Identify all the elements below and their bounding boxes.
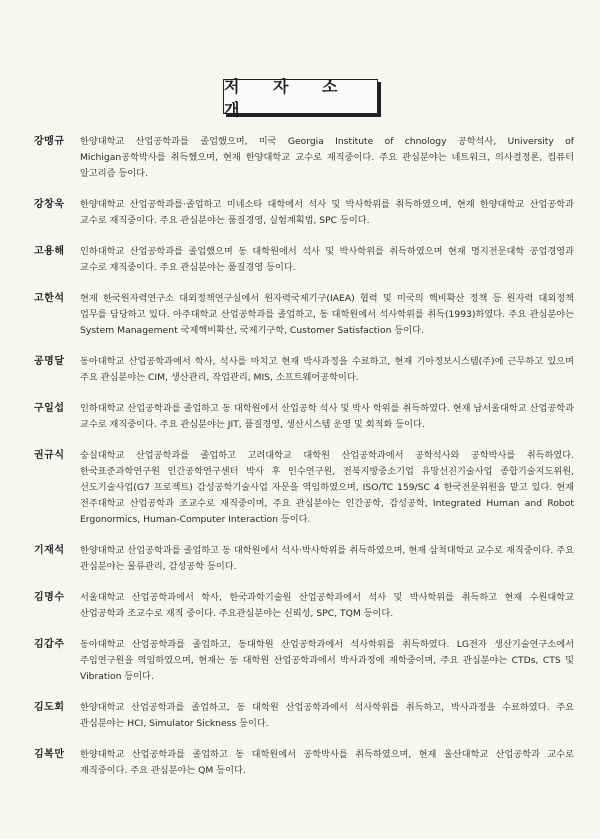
author-bio: 숭실대학교 산업공학과를 졸업하고 고려대학교 대학원 산업공학과에서 공학석사와 공학박사를 취득하였다. 한국표준과학연구원 인간공학연구센터 박사 후 인수연구원, 전북지방중소기업 유망선진기술사업 종합기술지도위원, 선도기술사업(G7 프로젝트) 감성공학기술사업 자문을 역임하였으며, ISO/TC 159/SC 4 한국전문위원을 맡고 있다. 현재 전주대학교 산업공학과 조교수로 재직중이며, 주요 관심분야는 인간공학, 감성공학, Integrated Human and Robot Ergonormics, Human-Computer Interaction 등이다. [80, 450, 574, 525]
author-name: 권규식 [34, 450, 65, 461]
author-bio: 인하대학교 산업공학과를 졸업하고 동 대학원에서 산업공학 석사 및 박사 학위를 취득하였다. 현재 남서울대학교 산업공학과 교수로 재직중이다. 주요 관심분야는 JIT, 품질경영, 생산시스템 운영 및 회적화 등이다. [80, 403, 574, 430]
author-entry [34, 448, 574, 528]
author-name: 강맹규 [34, 136, 65, 147]
author-name: 고한석 [34, 293, 65, 304]
author-name: 강창욱 [34, 199, 65, 210]
author-bio: 한양대학교 산업공학과를 졸업했으며, 미국 Georgia Institute of chnology 공학석사, University of Michigan공학박사를 취득했으며, 현재 한양대학교 교수로 재직중이다. 주요 관심분야는 네트워크, 의사결정론, 컴퓨터 알고리즘 등이다. [80, 136, 574, 179]
author-entry [34, 354, 574, 386]
author-entry [34, 197, 574, 229]
author-name: 구일섭 [34, 403, 65, 414]
author-entry [34, 291, 574, 339]
author-entry [34, 700, 574, 732]
author-bio: 동아대학교 산업공학과를 졸업하고, 동대학원 산업공학과에서 석사학위를 취득하였다. LG전자 생산기술연구소에서 주임연구원을 역임하였으며, 현재는 동 대학원 산업공학과에서 박사과정에 재학중이며, 주요 관심분야는 CTDs, CTS 및 Vibration 등이다. [80, 639, 574, 682]
author-name: 기재석 [34, 545, 65, 556]
author-bio: 한양대학교 산업공학과를 졸업하고 동 대학원에서 석사·박사학위를 취득하였으며, 현재 삼척대학교 교수로 재직중이다. 주요 관심분야는 물류관리, 감성공학 등이다. [80, 545, 574, 572]
author-bio: 서울대학교 산업공학과에서 학사, 한국과학기술원 산업공학과에서 석사 및 박사학위를 취득하고 현재 수원대학교 산업공학과 조교수로 재직 중이다. 주요관심분야는 신뢰성, SPC, TQM 등이다. [80, 592, 574, 619]
author-name: 김복만 [34, 749, 65, 760]
author-bio: 동아대학교 산업공학과에서 학사, 석사를 마치고 현재 박사과정을 수료하고, 현재 기아정보시스템(주)에 근무하고 있으며 주요 관심분야는 CIM, 생산관리, 작업관리, MIS, 소프트웨어공학이다. [80, 356, 574, 383]
author-name: 김명수 [34, 592, 65, 603]
author-name: 김갑주 [34, 639, 65, 650]
author-entry [34, 590, 574, 622]
author-entry [34, 401, 574, 433]
author-entry [34, 747, 574, 779]
author-list [34, 134, 574, 794]
author-entry [34, 134, 574, 182]
author-entry [34, 637, 574, 685]
author-name: 고용해 [34, 246, 65, 257]
section-title: 저 자 소 개 [224, 76, 352, 119]
author-bio: 한양대학교 산업공학과를 졸업하고 동 대학원에서 공학박사를 취득하였으며, 현재 울산대학교 산업공학과 교수로 재직중이다. 주요 관심분야는 QM 등이다. [80, 749, 574, 776]
author-name: 김도회 [34, 702, 65, 713]
author-bio: 한양대학교 산업공학과를·졸업하고 미네소타 대학에서 석사 및 박사학위를 취득하였으며, 현재 한양대학교 산업공학과 교수로 재직중이다. 주요 관심분야는 품질경영, 실험계획법, SPC 등이다. [80, 199, 574, 226]
author-bio: 한양대학교 산업공학과를 졸업하고, 동 대학원 산업공학과에서 석사학위를 취득하고, 박사과정을 수료하였다. 주요 관심분야는 HCI, Simulator Sickness 등이다. [80, 702, 574, 729]
author-entry [34, 244, 574, 276]
author-bio: 현재 한국원자력연구소 대외정책연구실에서 원자력국제기구(IAEA) 협력 및 미국의 핵비확산 정책 등 원자력 대외정책 업무를 담당하고 있다. 아주대학교 산업공학과를 졸업하고, 동 대학원에서 석사학위를 취득(1993)하였다. 주요 관심분야는 System Management 국제핵비확산, 국제기구학, Customer Satisfaction 등이다. [80, 293, 574, 336]
author-bio: 인하대학교 산업공학과를 졸업했으며 동 대학원에서 석사 및 박사학위를 취득하였으며 현재 명지전문대학 공업경영과 교수로 재직중이다. 주요 관심분야는 품질경영 등이다. [80, 246, 574, 273]
author-name: 공명달 [34, 356, 65, 367]
section-title-box [223, 76, 378, 119]
author-entry [34, 543, 574, 575]
